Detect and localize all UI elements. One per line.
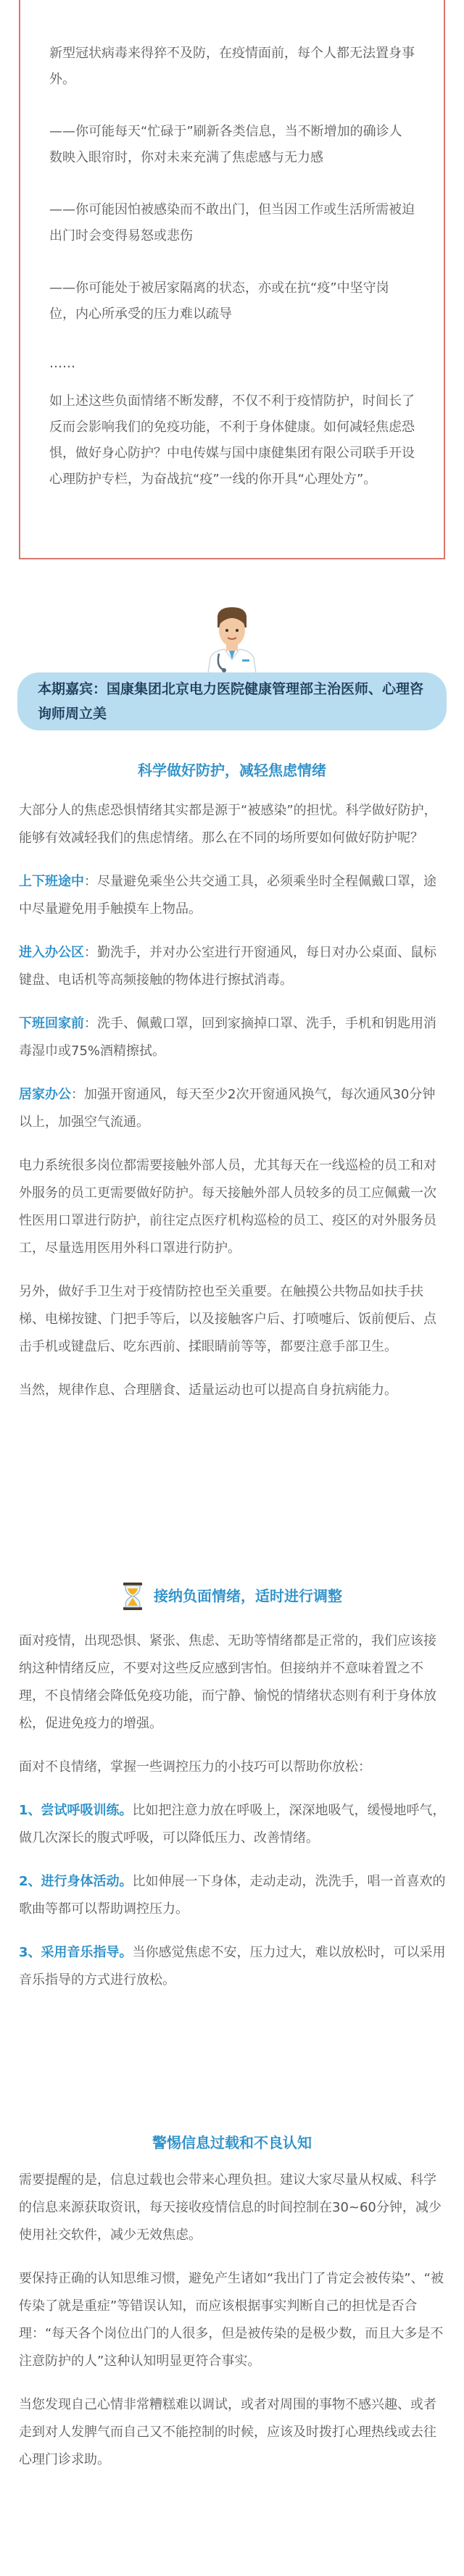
paragraph <box>19 1797 447 1852</box>
paragraph: 要保持正确的认知思维习惯，避免产生诸如“我出门了肯定会被传染”、“被传染了就是重症”等错误认知，而应该根据事实判断自己的担忧是否合理：“每天各个岗位出门的人很多，但是被传染的是极少数，而且大多是不注意防护的人”这种认知明显更符合事实。 <box>19 2271 444 2369</box>
paragraph: 另外，做好手卫生对于疫情防控也至关重要。在触摸公共物品如扶手扶梯、电梯按键、门把手等后，以及接触客户后、打喷嚏后、饭前便后、点击手机或键盘后、吃东西前、揉眼睛前等等，都要注意手部卫生。 <box>19 1284 436 1354</box>
intro-paragraph: 新型冠状病毒来得猝不及防，在疫情面前，每个人都无法置身事外。 <box>49 46 415 87</box>
paragraph-text: ：加强开窗通风，每天至少2次开窗通风换气，每次通风30分钟以上，加强空气流通。 <box>19 1087 436 1130</box>
section-content <box>19 1627 447 2010</box>
highlight-label: 上下班途中 <box>19 874 84 889</box>
paragraph <box>19 1010 447 1065</box>
paragraph-text: ：勤洗手，并对办公室进行开窗通风，每日对办公桌面、鼠标键盘、电话机等高频接触的物体进行擦拭消毒。 <box>19 945 436 988</box>
paragraph: 大部分人的焦虑恐惧情绪其实都是源于“被感染”的担忧。科学做好防护，能够有效减轻我们的焦虑情绪。那么在不同的场所要如何做好防护呢？ <box>19 803 437 846</box>
intro-ellipsis: …… <box>49 356 75 371</box>
paragraph-text: 比如把注意力放在呼吸上，深深地吸气，缓慢地呼气，做几次深长的腹式呼吸，可以降低压力、改善情绪。 <box>19 1803 446 1846</box>
highlight-label: 进入办公区 <box>19 945 84 960</box>
paragraph-text: ：尽量避免乘坐公共交通工具，必须乘坐时全程佩戴口罩，途中尽量避免用手触摸车上物品。 <box>19 874 436 917</box>
section-title: 警惕信息过载和不良认知 <box>152 2134 312 2151</box>
guest-banner <box>17 672 447 730</box>
section-content <box>19 797 447 1420</box>
paragraph-text: 比如伸展一下身体，走动走动，洗洗手，唱一首喜欢的歌曲等都可以帮助调控压力。 <box>19 1874 446 1917</box>
intro-box <box>19 0 445 559</box>
paragraph <box>19 1868 447 1923</box>
tip-label: 3、采用音乐指导。 <box>19 1945 133 1960</box>
doctor-icon <box>197 606 267 678</box>
intro-paragraph: ——你可能每天“忙碌于”刷新各类信息，当不断增加的确诊人数映入眼帘时，你对未来充满了焦虑感与无力感 <box>49 124 402 165</box>
section-title: 科学做好防护，减轻焦虑情绪 <box>138 762 326 779</box>
paragraph-text: ：洗手、佩戴口罩，回到家摘掉口罩、洗手，手机和钥匙用消毒湿巾或75%酒精擦拭。 <box>19 1016 436 1059</box>
section-title: 接纳负面情绪，适时进行调整 <box>154 1587 342 1605</box>
section-content <box>19 2167 447 2490</box>
tip-label: 1、尝试呼吸训练。 <box>19 1803 133 1818</box>
section-title-row <box>14 1580 450 1612</box>
paragraph <box>19 1081 447 1136</box>
paragraph <box>19 868 447 923</box>
paragraph <box>19 1939 447 1994</box>
paragraph: 面对疫情，出现恐惧、紧张、焦虑、无助等情绪都是正常的，我们应该接纳这种情绪反应，不要对这些反应感到害怕。但接纳并不意味着置之不理，不良情绪会降低免疫功能，而宁静、愉悦的情绪状态则有利于身体放松，促进免疫力的增强。 <box>19 1633 436 1731</box>
guest-text: 本期嘉宾：国康集团北京电力医院健康管理部主治医师、心理咨询师周立美 <box>38 681 424 722</box>
highlight-label: 下班回家前 <box>19 1016 84 1031</box>
intro-paragraph: 如上述这些负面情绪不断发酵，不仅不利于疫情防护，时间长了反而会影响我们的免疫功能，不利于身体健康。如何减轻焦虑恐惧，做好身心防护？中电传媒与国中康健集团有限公司联手开设心理防护专栏，为奋战抗“疫”一线的你开具“心理处方”。 <box>49 393 415 487</box>
intro-paragraph: ——你可能处于被居家隔离的状态，亦或在抗“疫”中坚守岗位，内心所承受的压力难以疏导 <box>49 280 389 322</box>
paragraph: 电力系统很多岗位都需要接触外部人员，尤其每天在一线巡检的员工和对外服务的员工更需要做好防护。每天接触外部人员较多的员工应佩戴一次性医用口罩进行防护，前往定点医疗机构巡检的员工、疫区的对外服务员工，尽量选用医用外科口罩进行防护。 <box>19 1158 436 1256</box>
paragraph-text: 当你感觉焦虑不安，压力过大，难以放松时，可以采用音乐指导的方式进行放松。 <box>19 1945 446 1988</box>
paragraph: 面对不良情绪，掌握一些调控压力的小技巧可以帮助你放松： <box>19 1759 371 1775</box>
tip-label: 2、进行身体活动。 <box>19 1874 133 1889</box>
paragraph: 需要提醒的是，信息过载也会带来心理负担。建议大家尽量从权威、科学的信息来源获取资讯，每天接收疫情信息的时间控制在30~60分钟，减少使用社交软件，减少无效焦虑。 <box>19 2172 442 2243</box>
paragraph: 当然，规律作息、合理膳食、适量运动也可以提高自身抗病能力。 <box>19 1383 397 1398</box>
highlight-label: 居家办公 <box>19 1087 71 1102</box>
hourglass-icon <box>122 1582 144 1611</box>
paragraph: 当您发现自己心情非常糟糕难以调试，或者对周围的事物不感兴趣、或者走到对人发脾气而自己又不能控制的时候，应该及时拨打心理热线或去往心理门诊求助。 <box>19 2397 436 2467</box>
intro-paragraph: ——你可能因怕被感染而不敢出门，但当因工作或生活所需被迫出门时会变得易怒或悲伤 <box>49 202 415 243</box>
paragraph <box>19 939 447 994</box>
